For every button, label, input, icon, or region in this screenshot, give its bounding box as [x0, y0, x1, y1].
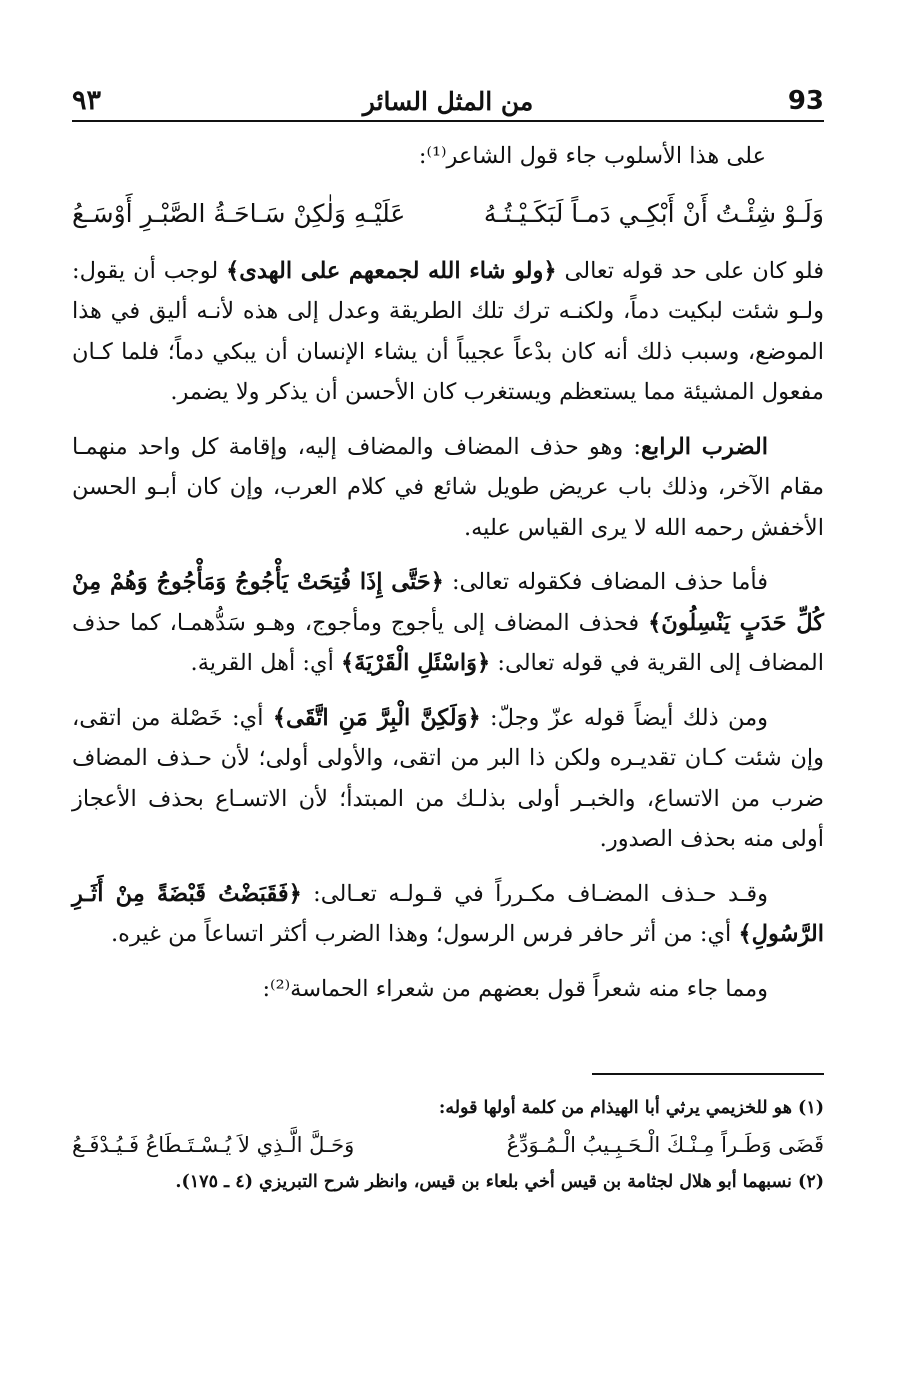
paragraph-5-rest: أي: من أثر حافر فرس الرسول؛ وهذا الضرب أكثر اتساعاً من غيره.	[111, 921, 739, 947]
paragraph-1	[72, 251, 824, 413]
paragraph-3	[72, 562, 824, 684]
paragraph-3-end: أي: أهل القرية.	[190, 650, 341, 676]
paragraph-5	[72, 874, 824, 955]
footnote-1-second-hemistich: وَحَـلَّ الَّـذِي لاَ يُـسْـتَـطَاعُ فَـيُـدْفَـعُ	[72, 1133, 355, 1157]
paragraph-6	[72, 969, 824, 1010]
verse-1-second-hemistich: عَلَيْـهِ وَلٰكِنْ سَـاحَـةُ الصَّبْـرِ أَوْسَـعُ	[72, 198, 406, 228]
quran-quote-1: ﴿ولو شاء الله لجمعهم على الهدى﴾	[226, 257, 557, 284]
paragraph-4	[72, 698, 824, 860]
verse-1	[72, 191, 824, 237]
verse-1-first-hemistich: وَلَـوْ شِئْـتُ أَنْ أَبْكِـي دَمـاً لَبَكَـيْـتُـهُ	[483, 198, 824, 228]
paragraph-3-middle: فحذف المضاف إلى يأجوج ومأجوج، وهـو سَدُّهمـا، كما حذف المضاف إلى القرية في قوله تعالى:	[72, 609, 824, 676]
running-title: من المثل السائر	[362, 87, 534, 116]
intro-line	[72, 136, 766, 177]
footnote-1: (١) هو للخزيمي يرثي أبا الهيذام من كلمة أولها قوله:	[438, 1098, 824, 1118]
paragraph-5-start: وقـد حـذف المضـاف مكـرراً في قـولـه تعـالى:	[301, 880, 768, 907]
intro-text: على هذا الأسلوب جاء قول الشاعر⁽¹⁾:	[418, 143, 766, 169]
paragraph-4-start: ومن ذلك أيضاً قوله عزّ وجلّ:	[480, 704, 768, 731]
main-text	[72, 136, 824, 1009]
paragraph-2	[72, 427, 824, 549]
section-heading-fourth-type: الضرب الرابع	[640, 433, 768, 460]
paragraph-1-start: فلو كان على حد قوله تعالى	[556, 257, 824, 284]
paragraph-1-rest: لوجب أن يقول: ولـو شئت لبكيت دماً، ولكنـه ترك تلك الطريقة وعدل إلى هذه لأنـه أليق في هذا الموضع، وسبب ذلك أنه كان بدْعاً عجيباً أن يشاء الإنسان أن يبكي دماً؛ فلما كـان مفعول المشيئة مما يستعظم ويستغرب كان الأحسن أن يذكر ولا يضمر.	[72, 257, 824, 405]
footnote-separator	[592, 1073, 824, 1075]
quran-quote-3: ﴿وَاسْئَلِ الْقَرْيَةَ﴾	[340, 650, 491, 676]
footnote-2: (٢) نسبهما أبو هلال لجثامة بن قيس أخي بلعاء بن قيس، وانظر شرح التبريزي (٤ ـ ١٧٥).	[175, 1172, 824, 1192]
footnotes	[72, 1091, 824, 1199]
page-number-latin: 93	[787, 86, 824, 116]
paragraph-6-text: ومما جاء منه شعراً قول بعضهم من شعراء الحماسة⁽²⁾:	[262, 975, 768, 1002]
page-header	[72, 78, 824, 122]
paragraph-3-start: فأما حذف المضاف فكقوله تعالى:	[443, 569, 768, 595]
quran-quote-2: ﴿حَتَّى إِذَا فُتِحَتْ يَأْجُوجُ وَمَأْجُوجُ وَهُمْ مِنْ كُلِّ حَدَبٍ يَنْسِلُونَ﴾	[72, 569, 824, 636]
book-page	[72, 78, 824, 1199]
paragraph-2-body: : وهو حذف المضاف والمضاف إليه، وإقامة كل واحد منهمـا مقام الآخر، وذلك باب عريض طويل شائع في كلام العرب، وإن كان أبـو الحسن الأخفش رحمه الله لا يرى القياس عليه.	[72, 433, 824, 541]
quran-quote-5: ﴿فَقَبَضْتُ قَبْضَةً مِنْ أَثَـرِ الرَّسُولِ﴾	[72, 880, 824, 947]
footnote-1-verse	[72, 1125, 824, 1165]
paragraph-4-rest: أي: خَصْلة من اتقى، وإن شئت كـان تقديـره ولكن ذا البر من اتقى، والأولى أولى؛ لأن حـذف المضاف ضرب من الاتساع، والخبـر أولى بذلـك من المبتدأ؛ لأن الاتسـاع بحذف الأعجاز أولى منه بحذف الصدور.	[72, 704, 824, 852]
quran-quote-4: ﴿وَلَكِنَّ الْبِرَّ مَنِ اتَّقَى﴾	[272, 704, 481, 731]
footnote-1-first-hemistich: قَضَى وَطَـراً مِـنْـكَ الْـحَـبِـيبُ الْـمُـوَدِّعُ	[506, 1133, 824, 1157]
page-number-arabic: ٩٣	[72, 85, 102, 116]
